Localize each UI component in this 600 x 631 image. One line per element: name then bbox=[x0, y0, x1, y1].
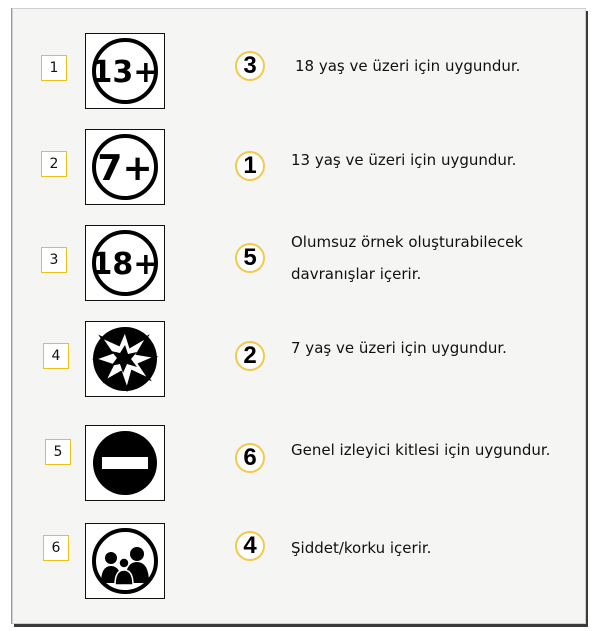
answer-circle: 2 bbox=[235, 341, 265, 371]
answer-circle: 4 bbox=[235, 531, 265, 561]
answer-circle: 5 bbox=[235, 243, 265, 273]
description: Genel izleyici kitlesi için uygundur. bbox=[291, 441, 551, 459]
rating-13-plus-icon bbox=[85, 33, 165, 109]
violence-fear-icon bbox=[85, 321, 165, 397]
description-line-2: davranışlar içerir. bbox=[291, 265, 422, 283]
item-number: 4 bbox=[43, 343, 69, 369]
item-number: 1 bbox=[41, 55, 67, 81]
description: Şiddet/korku içerir. bbox=[291, 539, 432, 557]
description: 18 yaş ve üzeri için uygundur. bbox=[295, 57, 521, 75]
list-item bbox=[13, 509, 585, 589]
icon-label: 13+ bbox=[91, 55, 159, 90]
worksheet bbox=[12, 8, 586, 624]
rating-18-plus-icon bbox=[85, 225, 165, 301]
negative-behavior-icon bbox=[85, 425, 165, 501]
answer-circle: 3 bbox=[235, 51, 265, 81]
rating-7-plus-icon bbox=[85, 129, 165, 205]
description: 13 yaş ve üzeri için uygundur. bbox=[291, 151, 517, 169]
general-audience-icon bbox=[85, 523, 165, 599]
item-number: 6 bbox=[43, 535, 69, 561]
list-item bbox=[13, 125, 585, 205]
list-item bbox=[13, 317, 585, 397]
description: 7 yaş ve üzeri için uygundur. bbox=[291, 339, 507, 357]
item-number: 2 bbox=[41, 151, 67, 177]
list-item bbox=[13, 221, 585, 301]
icon-label: 7+ bbox=[97, 148, 153, 189]
icon-label: 18+ bbox=[91, 247, 159, 282]
description-line-1: Olumsuz örnek oluşturabilecek bbox=[291, 233, 523, 251]
answer-circle: 6 bbox=[235, 443, 265, 473]
item-number: 3 bbox=[41, 247, 67, 273]
list-item bbox=[13, 413, 585, 493]
item-number: 5 bbox=[45, 439, 71, 465]
list-item bbox=[13, 29, 585, 109]
answer-circle: 1 bbox=[235, 151, 265, 181]
